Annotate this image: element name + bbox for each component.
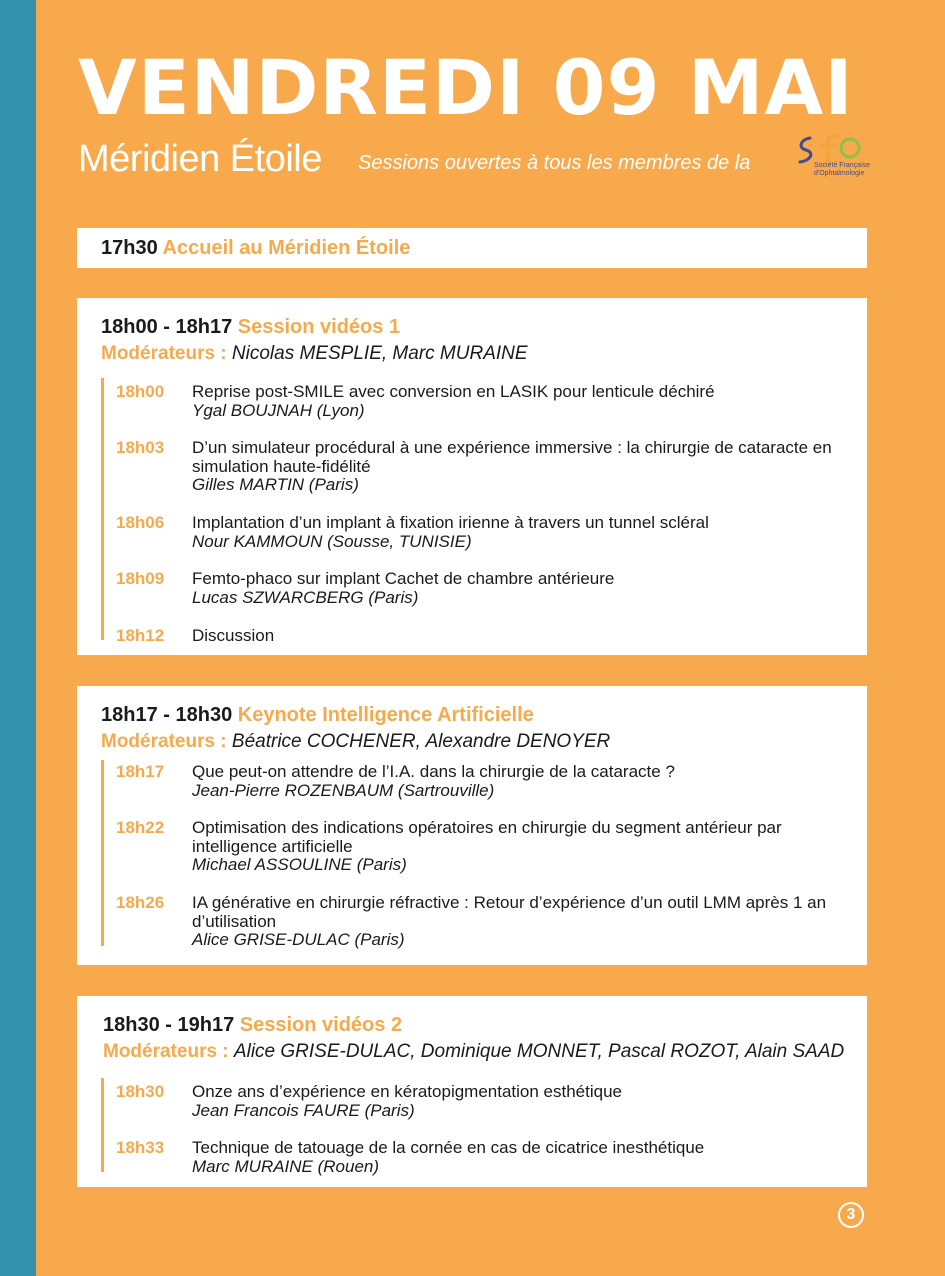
talk-title: Optimisation des indications opératoires en chirurgie du segment antérieur par intelligence artificielle xyxy=(192,818,782,856)
session-header xyxy=(103,1014,402,1037)
talk-title: Reprise post-SMILE avec conversion en LASIK pour lenticule déchiré xyxy=(192,382,715,401)
moderators-names: Nicolas MESPLIE, Marc MURAINE xyxy=(231,343,528,364)
talk-time: 18h12 xyxy=(116,626,165,645)
talk-list xyxy=(101,378,832,645)
talk-title: IA générative en chirurgie réfractive : Retour d’expérience d’un outil LMM après 1 an d’utilisation xyxy=(192,893,827,931)
page-number-badge: 3 xyxy=(838,1202,864,1228)
talk-speaker: Jean-Pierre ROZENBAUM (Sartrouville) xyxy=(192,781,495,800)
talk-time: 18h17 xyxy=(116,762,165,781)
talk-time: 18h33 xyxy=(116,1138,165,1157)
sfo-logo xyxy=(794,132,874,182)
talk-speaker: Nour KAMMOUN (Sousse, TUNISIE) xyxy=(192,532,472,551)
welcome-label: Accueil au Méridien Étoile xyxy=(162,237,411,259)
session-title: Keynote Intelligence Artificielle xyxy=(237,704,534,726)
talk-title: Que peut-on attendre de l’I.A. dans la chirurgie de la cataracte ? xyxy=(192,762,675,781)
welcome-line xyxy=(101,237,410,260)
talk-title: Implantation d’un implant à fixation irienne à travers un tunnel scléral xyxy=(192,513,709,532)
talk-title: Femto-phaco sur implant Cachet de chambre antérieure xyxy=(192,569,615,588)
talk-list xyxy=(101,1078,705,1176)
session-moderators xyxy=(101,343,528,365)
talk-time: 18h00 xyxy=(116,382,165,401)
talk-time: 18h26 xyxy=(116,893,165,912)
talk-time: 18h09 xyxy=(116,569,165,588)
page-title: VENDREDI 09 MAI xyxy=(78,43,854,132)
session-title: Session vidéos 2 xyxy=(239,1014,403,1036)
talk-speaker: Michael ASSOULINE (Paris) xyxy=(192,855,407,874)
talk-time: 18h30 xyxy=(116,1082,165,1101)
side-color-bar xyxy=(0,0,36,1276)
talk-time: 18h03 xyxy=(116,438,165,457)
session-moderators xyxy=(101,731,610,753)
welcome-time: 17h30 xyxy=(101,237,158,259)
session-header xyxy=(101,316,400,339)
open-sessions-note: Sessions ouvertes à tous les membres de la xyxy=(358,152,751,174)
talk-speaker: Ygal BOUJNAH (Lyon) xyxy=(192,401,365,420)
moderators-label: Modérateurs : xyxy=(101,731,227,752)
welcome-card xyxy=(77,228,867,268)
talk-speaker: Gilles MARTIN (Paris) xyxy=(192,475,359,494)
talk-speaker: Lucas SZWARCBERG (Paris) xyxy=(192,588,419,607)
talk-title: Onze ans d’expérience en kératopigmentation esthétique xyxy=(192,1082,623,1101)
session-time: 18h17 - 18h30 xyxy=(101,704,233,726)
talk-list xyxy=(101,760,827,949)
session-time: 18h00 - 18h17 xyxy=(101,316,233,338)
moderators-label: Modérateurs : xyxy=(103,1041,229,1062)
session-card-3 xyxy=(77,996,867,1187)
talk-speaker: Marc MURAINE (Rouen) xyxy=(192,1157,380,1176)
session-card-2 xyxy=(77,686,867,965)
session-moderators xyxy=(103,1041,844,1063)
session-time: 18h30 - 19h17 xyxy=(103,1014,235,1036)
sfo-logo-mark-icon xyxy=(794,132,874,164)
talk-time: 18h06 xyxy=(116,513,165,532)
session-title: Session vidéos 1 xyxy=(237,316,401,338)
session-card-1 xyxy=(77,298,867,655)
talk-time: 18h22 xyxy=(116,818,165,837)
talk-speaker: Alice GRISE-DULAC (Paris) xyxy=(192,930,405,949)
session-header xyxy=(101,704,534,727)
talk-title: D’un simulateur procédural à une expérience immersive : la chirurgie de cataracte en simulation haute-fidélité xyxy=(192,438,832,476)
talk-speaker: Jean Francois FAURE (Paris) xyxy=(192,1101,415,1120)
talk-title: Technique de tatouage de la cornée en cas de cicatrice inesthétique xyxy=(192,1138,705,1157)
moderators-names: Alice GRISE-DULAC, Dominique MONNET, Pascal ROZOT, Alain SAAD xyxy=(233,1041,845,1062)
subtitle-line xyxy=(78,136,898,182)
talk-title: Discussion xyxy=(192,626,275,645)
moderators-label: Modérateurs : xyxy=(101,343,227,364)
sfo-logo-text: Société Française d'Ophtalmologie xyxy=(814,162,871,177)
venue-name: Méridien Étoile xyxy=(78,138,322,180)
moderators-names: Béatrice COCHENER, Alexandre DENOYER xyxy=(231,731,611,752)
